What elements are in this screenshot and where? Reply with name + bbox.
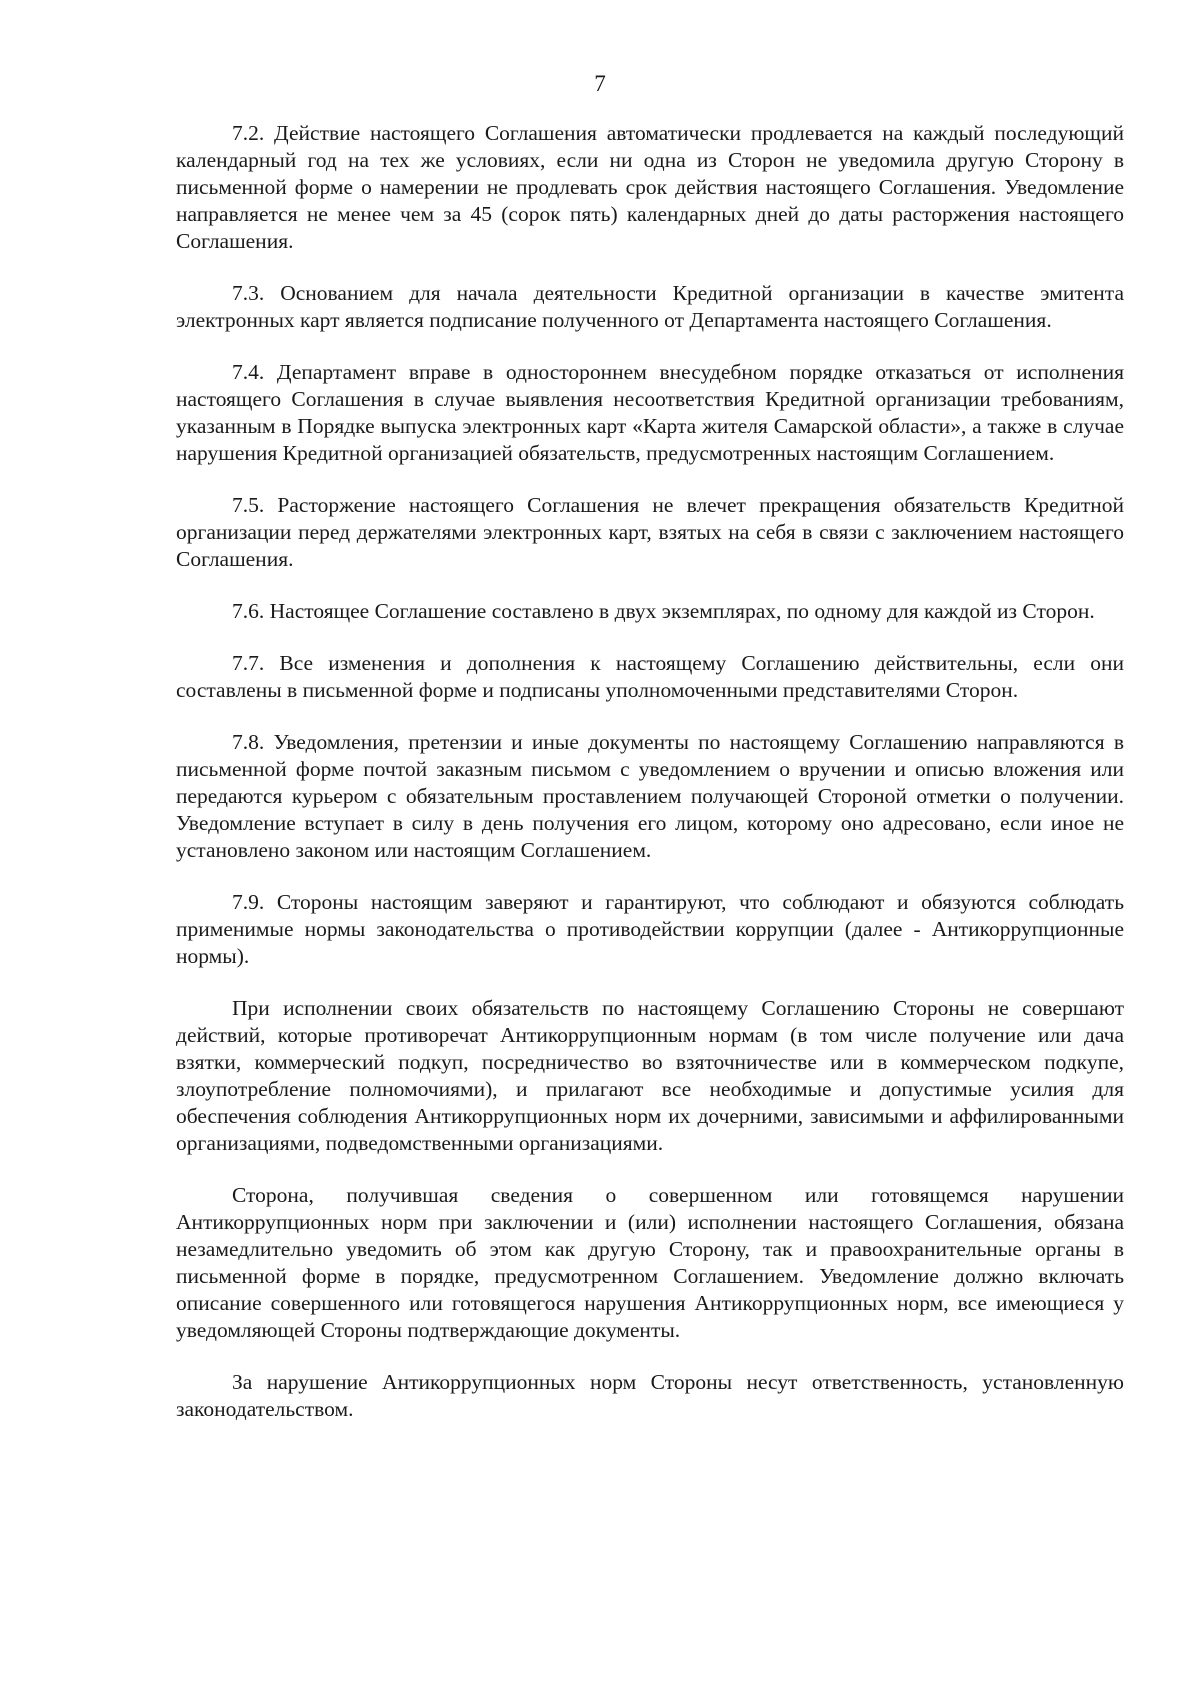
clause-7-6: 7.6. Настоящее Соглашение составлено в двух экземплярах, по одному для каждой из Сторон. (232, 599, 1095, 623)
page-number: 7 (594, 71, 606, 96)
clause-7-7: 7.7. Все изменения и дополнения к настоящему Соглашению действительны, если они составлены в письменной форме и подписаны уполномоченными представителями Сторон. (176, 651, 1124, 702)
document-body (176, 120, 1124, 1423)
clause-7-5: 7.5. Расторжение настоящего Соглашения не влечет прекращения обязательств Кредитной организации перед держателями электронных карт, взятых на себя в связи с заключением настоящего Соглашения. (176, 493, 1124, 571)
clause-7-2: 7.2. Действие настоящего Соглашения автоматически продлевается на каждый последующий календарный год на тех же условиях, если ни одна из Сторон не уведомила другую Сторону в письменной форме о намерении не продлевать срок действия настоящего Соглашения. Уведомление направляется не менее чем за 45 (сорок пять) календарных дней до даты расторжения настоящего Соглашения. (176, 121, 1124, 253)
clause-7-4: 7.4. Департамент вправе в одностороннем внесудебном порядке отказаться от исполнения настоящего Соглашения в случае выявления несоответствия Кредитной организации требованиям, указанным в Порядке выпуска электронных карт «Карта жителя Самарской области», а также в случае нарушения Кредитной организацией обязательств, предусмотренных настоящим Соглашением. (176, 360, 1124, 465)
clause-7-3: 7.3. Основанием для начала деятельности Кредитной организации в качестве эмитента электронных карт является подписание полученного от Департамента настоящего Соглашения. (176, 281, 1124, 332)
anticorruption-obligations-paragraph: При исполнении своих обязательств по настоящему Соглашению Стороны не совершают действий, которые противоречат Антикоррупционным нормам (в том числе получение или дача взятки, коммерческий подкуп, посредничество во взяточничестве или в коммерческом подкупе, злоупотребление полномочиями), и прилагают все необходимые и допустимые усилия для обеспечения соблюдения Антикоррупционных норм их дочерними, зависимыми и аффилированными организациями, подведомственными организациями. (176, 996, 1124, 1155)
clause-7-8: 7.8. Уведомления, претензии и иные документы по настоящему Соглашению направляются в письменной форме почтой заказным письмом с уведомлением о вручении и описью вложения или передаются курьером с обязательным проставлением получающей Стороной отметки о получении. Уведомление вступает в силу в день получения его лицом, которому оно адресовано, если иное не установлено законом или настоящим Соглашением. (176, 730, 1124, 862)
violation-notification-paragraph: Сторона, получившая сведения о совершенном или готовящемся нарушении Антикоррупционных норм при заключении и (или) исполнении настоящего Соглашения, обязана незамедлительно уведомить об этом как другую Сторону, так и правоохранительные органы в письменной форме в порядке, предусмотренном Соглашением. Уведомление должно включать описание совершенного или готовящегося нарушения Антикоррупционных норм, все имеющиеся у уведомляющей Стороны подтверждающие документы. (176, 1183, 1124, 1342)
liability-paragraph: За нарушение Антикоррупционных норм Стороны несут ответственность, установленную законодательством. (176, 1370, 1124, 1421)
clause-7-9: 7.9. Стороны настоящим заверяют и гарантируют, что соблюдают и обязуются соблюдать применимые нормы законодательства о противодействии коррупции (далее - Антикоррупционные нормы). (176, 890, 1124, 968)
